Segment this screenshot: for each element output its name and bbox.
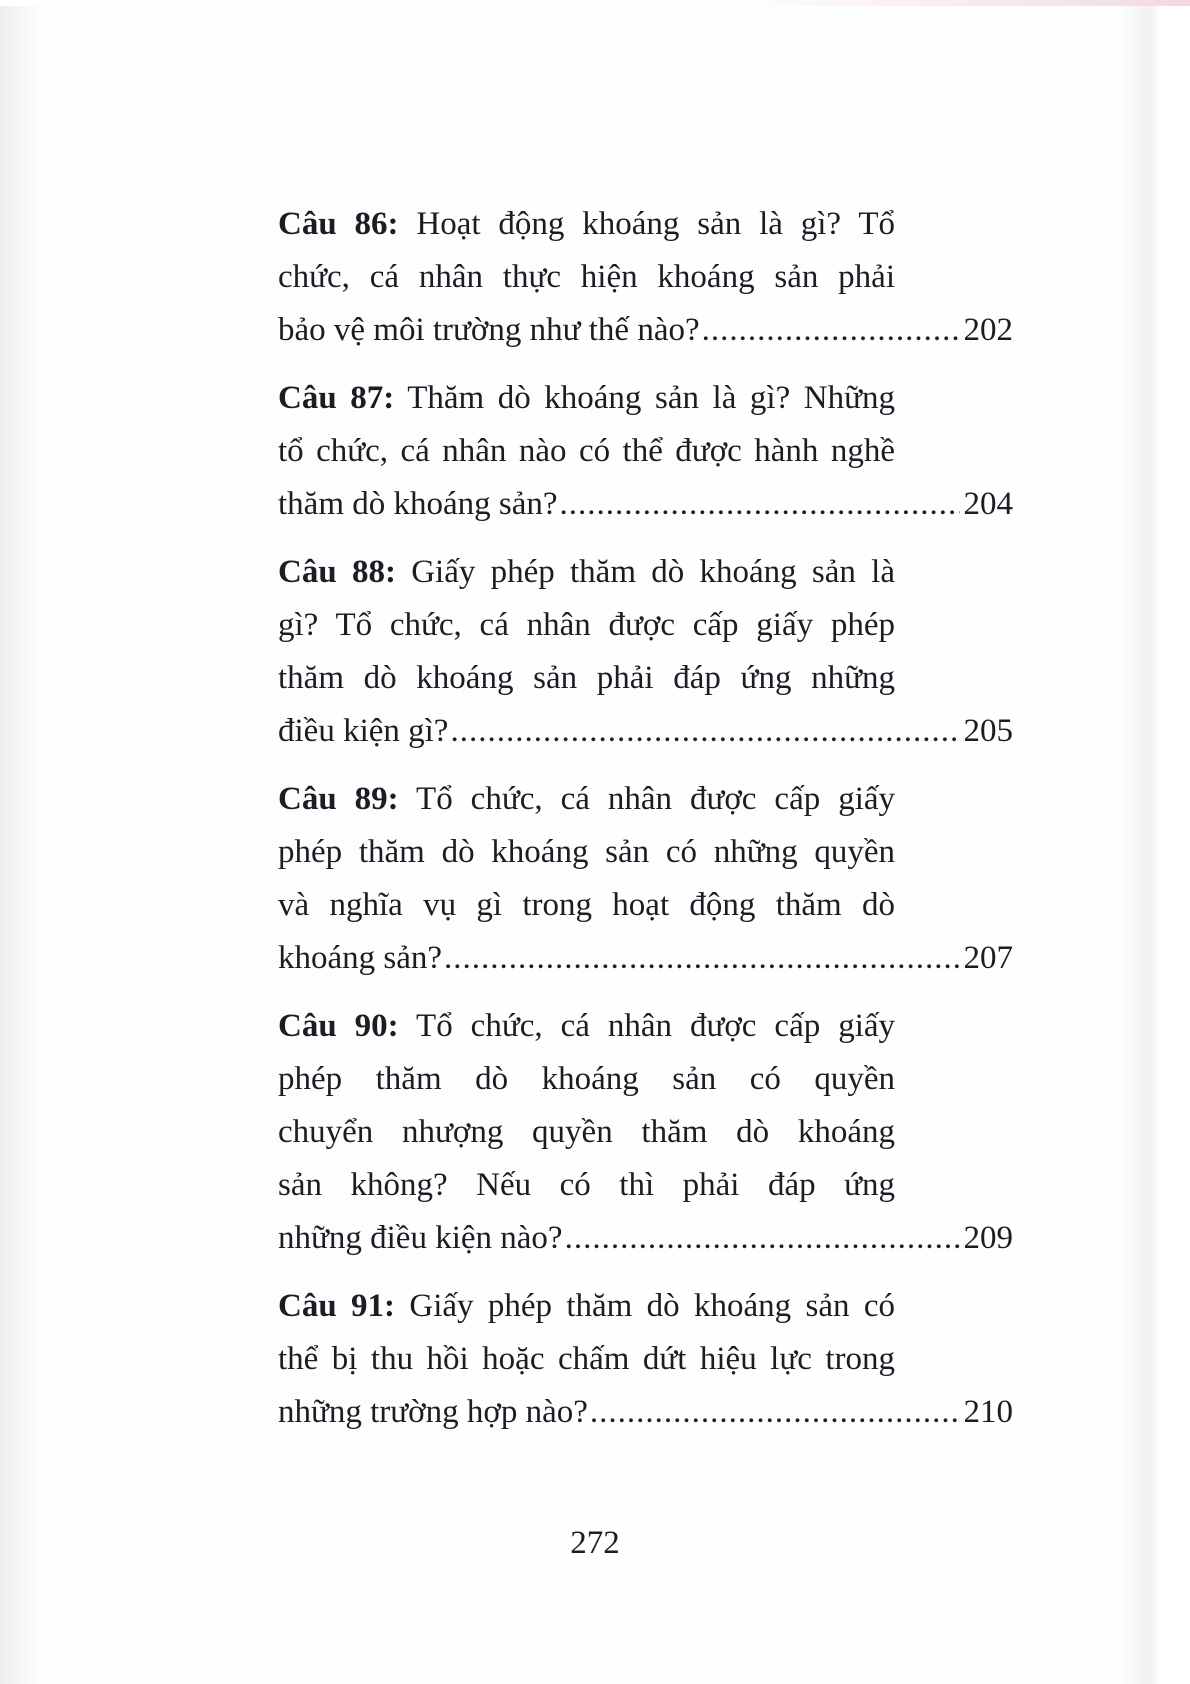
toc-entry-line <box>278 1333 895 1386</box>
toc-entry-line <box>278 1159 895 1212</box>
toc-entry-line <box>278 879 895 932</box>
entry-text: Tổ chức, cá nhân được cấp giấy <box>416 1008 896 1044</box>
toc-entry-line <box>278 826 895 879</box>
entry-page-number: 210 <box>963 1394 1013 1430</box>
toc-entry[interactable] <box>278 1000 1013 1265</box>
entry-text: thăm dò khoáng sản? <box>278 486 558 522</box>
entry-text: phép thăm dò khoáng sản có những quyền <box>278 834 895 870</box>
entry-text: Hoạt động khoáng sản là gì? Tổ <box>416 206 895 242</box>
entry-page-number: 209 <box>963 1220 1013 1256</box>
toc-entry-line <box>278 599 895 652</box>
dot-leader <box>590 1386 960 1439</box>
entry-text: Tổ chức, cá nhân được cấp giấy <box>416 781 896 817</box>
entry-text: gì? Tổ chức, cá nhân được cấp giấy phép <box>278 607 895 643</box>
question-label: Câu 91: <box>278 1288 396 1324</box>
entry-text: Giấy phép thăm dò khoáng sản là <box>411 554 895 590</box>
toc-entry-line <box>278 198 895 251</box>
question-label: Câu 89: <box>278 781 399 817</box>
toc-entry-line <box>278 1000 895 1053</box>
entry-text: thăm dò khoáng sản phải đáp ứng những <box>278 660 895 696</box>
toc-entry-last-line <box>278 932 1013 985</box>
toc-entry-line <box>278 652 895 705</box>
dot-leader <box>444 932 959 985</box>
dot-leader <box>702 304 960 357</box>
entry-page-number: 204 <box>963 486 1013 522</box>
entry-page-number: 202 <box>963 312 1013 348</box>
question-label: Câu 87: <box>278 380 395 416</box>
entry-text: Giấy phép thăm dò khoáng sản có <box>409 1288 895 1324</box>
toc-entry-line <box>278 425 895 478</box>
entry-text: tổ chức, cá nhân nào có thể được hành nghề <box>278 433 895 469</box>
entry-text: khoáng sản? <box>278 940 443 976</box>
entry-text: những trường hợp nào? <box>278 1394 588 1430</box>
question-label: Câu 86: <box>278 206 399 242</box>
entry-text: chuyển nhượng quyền thăm dò khoáng <box>278 1114 895 1150</box>
entry-text: thể bị thu hồi hoặc chấm dứt hiệu lực trong <box>278 1341 895 1377</box>
page-edge <box>0 0 1190 6</box>
toc-entry-last-line <box>278 1212 1013 1265</box>
toc-entry-last-line <box>278 705 1013 758</box>
toc-entry-line <box>278 1053 895 1106</box>
toc-entry-line <box>278 773 895 826</box>
toc-entry-line <box>278 372 895 425</box>
table-of-contents <box>278 198 1013 1454</box>
toc-entry-line <box>278 251 895 304</box>
entry-text: Thăm dò khoáng sản là gì? Những <box>407 380 895 416</box>
dot-leader <box>565 1212 960 1265</box>
entry-page-number: 207 <box>963 940 1013 976</box>
page-number: 272 <box>570 1525 620 1561</box>
question-label: Câu 88: <box>278 554 396 590</box>
toc-entry[interactable] <box>278 773 1013 985</box>
question-label: Câu 90: <box>278 1008 399 1044</box>
entry-text: chức, cá nhân thực hiện khoáng sản phải <box>278 259 895 295</box>
entry-text: điều kiện gì? <box>278 713 449 749</box>
toc-entry-last-line <box>278 304 1013 357</box>
toc-entry[interactable] <box>278 1280 1013 1439</box>
entry-text: phép thăm dò khoáng sản có quyền <box>278 1061 895 1097</box>
toc-entry-line <box>278 546 895 599</box>
toc-entry[interactable] <box>278 546 1013 758</box>
dot-leader <box>450 705 959 758</box>
entry-text: sản không? Nếu có thì phải đáp ứng <box>278 1167 895 1203</box>
toc-entry[interactable] <box>278 372 1013 531</box>
entry-text: những điều kiện nào? <box>278 1220 563 1256</box>
toc-entry-last-line <box>278 478 1013 531</box>
entry-page-number: 205 <box>963 713 1013 749</box>
entry-text: và nghĩa vụ gì trong hoạt động thăm dò <box>278 887 895 923</box>
toc-entry-line <box>278 1106 895 1159</box>
toc-entry[interactable] <box>278 198 1013 357</box>
dot-leader <box>560 478 960 531</box>
toc-entry-line <box>278 1280 895 1333</box>
toc-entry-last-line <box>278 1386 1013 1439</box>
entry-text: bảo vệ môi trường như thế nào? <box>278 312 700 348</box>
